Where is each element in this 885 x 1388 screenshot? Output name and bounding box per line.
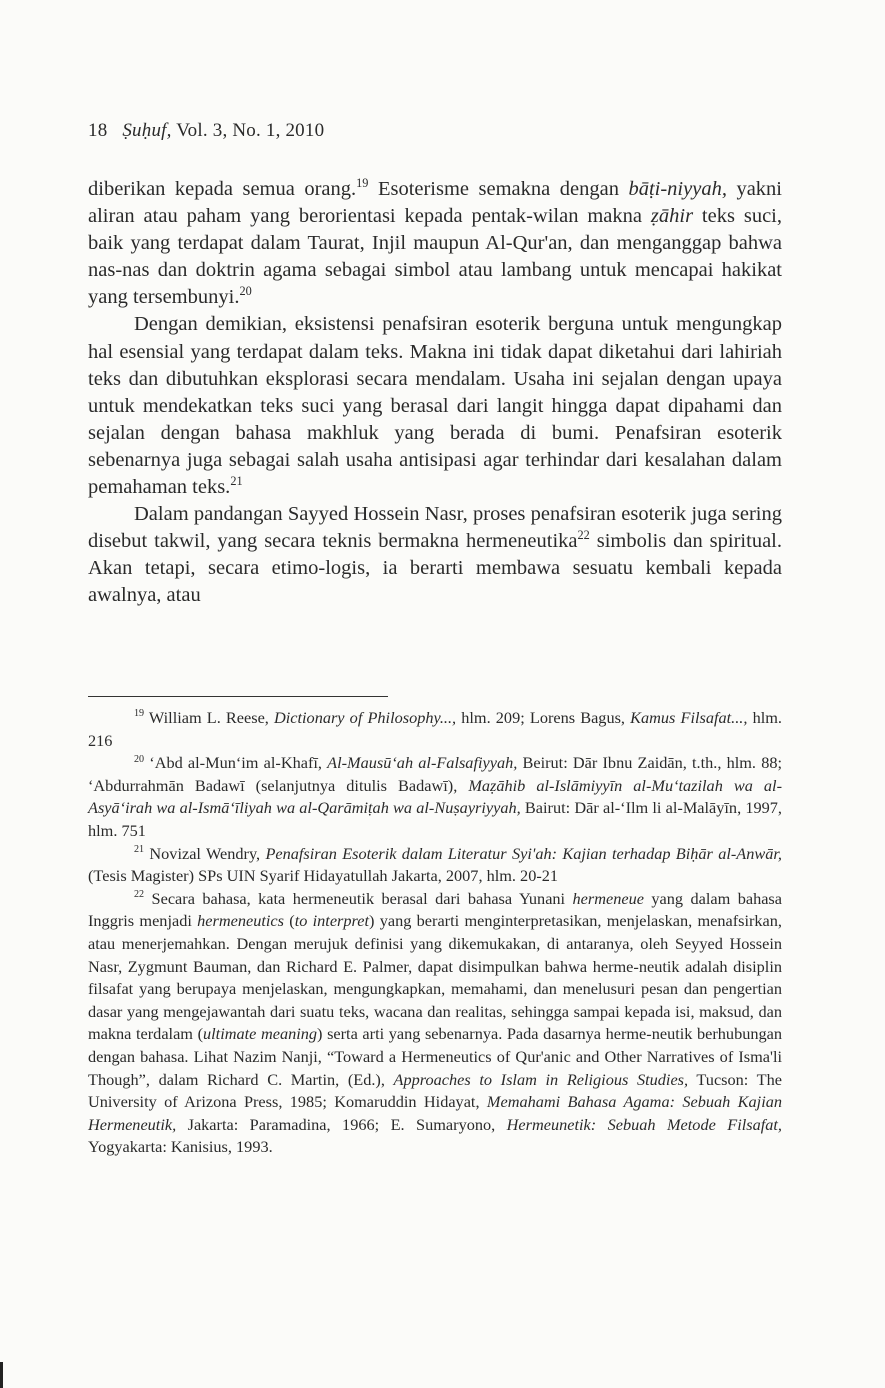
footnote-20: $^{20}$ ‘Abd al-Mun‘im al-Khafī, Al-Mausū‘ah al-Falsafiyyah, Beirut: Dār Ibnu Zaidān, t.th., hlm. 88; ‘Abdurrahmān Badawī (selanjutnya ditulis Badawī), Maẓāhib al-Islāmiyyīn al-Mu‘tazilah wa al-Asyā‘irah wa al-Ismā‘īliyah wa al-Qarāmiṭah wa al-Nuṣayriyyah, Bairut: Dār al-‘Ilm li al-Malāyīn, 1997, hlm. 751 xyxy=(88,753,783,840)
main-text xyxy=(88,176,782,610)
journal-name: Ṣuḥuf, xyxy=(122,120,172,141)
footnote-ref-22[interactable]: 22 xyxy=(577,528,590,543)
footnote-ref-19[interactable]: 19 xyxy=(356,176,369,191)
footnotes xyxy=(88,707,782,1159)
paragraph-3: Dalam pandangan Sayyed Hossein Nasr, proses penafsiran esoterik juga sering disebut takwil, yang secara teknis bermakna hermeneutika$^{22}$ simbolis dan spiritual. Akan tetapi, secara etimo-logis, ia berarti membawa sesuatu kembali kepada awalnya, atau xyxy=(88,503,782,607)
footnote-19: $^{19}$ William L. Reese, Dictionary of Philosophy..., hlm. 209; Lorens Bagus, Kamus Filsafat..., hlm. 216 xyxy=(88,708,782,750)
page-number: 18 xyxy=(88,120,108,141)
footnote-ref-20[interactable]: 20 xyxy=(239,284,252,299)
paragraph-2: Dengan demikian, eksistensi penafsiran esoterik berguna untuk mengungkap hal esensial yang terdapat dalam teks. Makna ini tidak dapat diketahui dari lahiriah teks dan dibutuhkan eksplorasi secara mendalam. Usaha ini sejalan dengan upaya untuk mendekatkan teks suci yang berasal dari langit hingga dapat dipahami dan sejalan dengan bahasa makhluk yang berada di bumi. Penafsiran esoterik sebenarnya juga sebagai salah usaha antisipasi agar terhindar dari kesalahan dalam pemahaman teks.$^{21}$ xyxy=(88,313,782,499)
footnote-divider xyxy=(88,696,388,697)
footnote-ref-21[interactable]: 21 xyxy=(230,474,243,489)
footnote-21: $^{21}$ Novizal Wendry, Penafsiran Esoterik dalam Literatur Syi'ah: Kajian terhadap Biḥār al-Anwār, (Tesis Magister) SPs UIN Syarif Hidayatullah Jakarta, 2007, hlm. 20-21 xyxy=(88,843,782,886)
running-header xyxy=(88,120,324,142)
journal-issue: Vol. 3, No. 1, 2010 xyxy=(176,120,325,141)
scan-edge-mark xyxy=(0,1362,3,1388)
footnote-22: $^{22}$ Secara bahasa, kata hermeneutik berasal dari bahasa Yunani hermeneue yang dalam bahasa Inggris menjadi hermeneutics (to interpret) yang berarti menginterpretasikan, menjelaskan, menafsirkan, atau menerjemahkan. Dengan merujuk definisi yang dikemukakan, di antaranya, oleh Seyyed Hossein Nasr, Zygmunt Bauman, dan Richard E. Palmer, dapat disimpulkan bahwa herme-neutik adalah disiplin filsafat yang berupaya menjelaskan, mengungkapkan, memahami, dan menelusuri pesan dan pengertian dasar yang mengejawantah dari suatu teks, wacana dan realitas, sehingga sampai kepada isi, maksud, dan makna terdalam (ultimate meaning) serta arti yang sebenarnya. Pada dasarnya herme-neutik berhubungan dengan bahasa. Lihat Nazim Nanji, “Toward a Hermeneutics of Qur'anic and Other Narratives of Isma'li Though”, dalam Richard C. Martin, (Ed.), Approaches to Islam in Religious Studies, Tucson: The University of Arizona Press, 1985; Komaruddin Hidayat, Memahami Bahasa Agama: Sebuah Kajian Hermeneutik, Jakarta: Paramadina, 1966; E. Sumaryono, Hermeunetik: Sebuah Metode Filsafat, Yogyakarta: Kanisius, 1993. xyxy=(88,888,783,1157)
paragraph-1: diberikan kepada semua orang.$^{19}$ Esoterisme semakna dengan bāṭi-niyyah, yakni aliran atau paham yang berorientasi kepada pentak-wilan makna ẓāhir teks suci, baik yang terdapat dalam Taurat, Injil maupun Al-Qur'an, dan menganggap bahwa nas-nas dan doktrin agama sebagai simbol atau lambang untuk mencapai hakikat yang tersembunyi.$^{20}$ xyxy=(88,176,782,309)
